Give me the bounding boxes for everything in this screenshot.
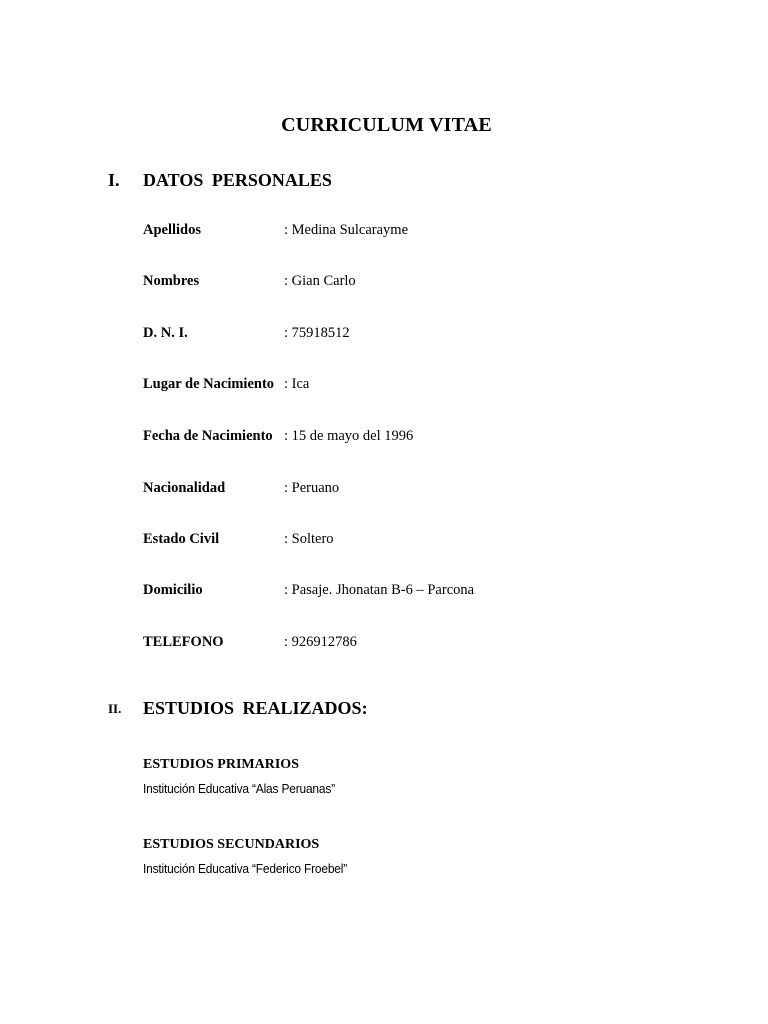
- studies-secondary: [143, 837, 365, 876]
- field-label: Fecha de Nacimiento: [143, 428, 273, 444]
- field-label: D. N. I.: [143, 325, 188, 341]
- field-value: : Peruano: [284, 480, 340, 496]
- field-value: : 926912786: [284, 634, 357, 650]
- field-label: Estado Civil: [143, 531, 220, 547]
- field-value: : 15 de mayo del 1996: [284, 428, 414, 444]
- field-value: : Pasaje. Jhonatan B-6 – Parcona: [284, 582, 475, 598]
- studies-primary: [143, 757, 352, 796]
- section-title: DATOS PERSONALES: [143, 170, 332, 190]
- field-label: Lugar de Nacimiento: [143, 376, 275, 392]
- studies-heading: ESTUDIOS PRIMARIOS: [143, 757, 299, 772]
- studies-heading: ESTUDIOS SECUNDARIOS: [143, 837, 320, 852]
- field-value: : 75918512: [284, 325, 350, 341]
- section-title: ESTUDIOS REALIZADOS:: [143, 698, 368, 718]
- document-title: CURRICULUM VITAE: [281, 114, 492, 136]
- section-number: II.: [108, 701, 122, 716]
- institution-name: Institución Educativa “Federico Froebel”: [143, 861, 348, 876]
- field-value: : Medina Sulcarayme: [284, 222, 409, 238]
- field-label: Nacionalidad: [143, 480, 226, 496]
- field-value: : Soltero: [284, 531, 334, 547]
- institution-name: Institución Educativa “Alas Peruanas”: [143, 781, 335, 796]
- field-label: Domicilio: [143, 582, 203, 598]
- field-label: Apellidos: [143, 222, 202, 238]
- field-value: : Gian Carlo: [284, 273, 356, 289]
- field-label: TELEFONO: [143, 634, 224, 650]
- section-number: I.: [108, 170, 120, 190]
- field-label: Nombres: [143, 273, 200, 289]
- field-value: : Ica: [284, 376, 310, 392]
